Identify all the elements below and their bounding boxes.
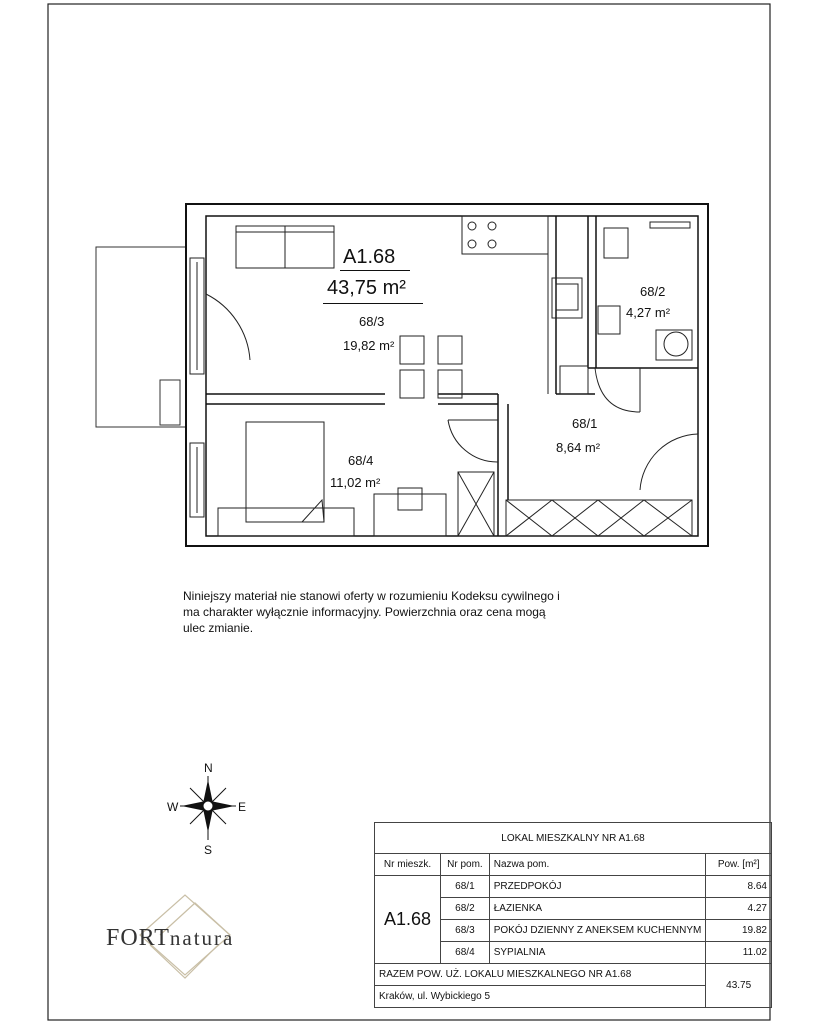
legend-total-area: 43.75 [706, 964, 772, 1008]
room-68-1-number: 68/1 [572, 416, 598, 431]
room-68-4-number: 68/4 [348, 453, 374, 468]
legend-row-name: PRZEDPOKÓJ [489, 876, 706, 898]
brand-main: FORT [106, 925, 170, 951]
compass-east-label: E [238, 800, 247, 814]
legend-address: Kraków, ul. Wybickiego 5 [375, 986, 706, 1008]
dining-table [400, 336, 462, 398]
legend-row-no: 68/3 [441, 920, 490, 942]
room-68-4-area: 11,02 m² [330, 475, 381, 490]
legend-header-area: Pow. [m²] [706, 854, 772, 876]
legend-row-area: 19.82 [706, 920, 772, 942]
legend-row-name: POKÓJ DZIENNY Z ANEKSEM KUCHENNYM [489, 920, 706, 942]
brand-logo [106, 925, 234, 952]
room-68-3-area: 19,82 m² [343, 338, 395, 353]
balcony [96, 247, 186, 427]
legend-total-label: RAZEM POW. UŻ. LOKALU MIESZKALNEGO NR A1.68 [375, 964, 706, 986]
legend-title: LOKAL MIESZKALNY NR A1.68 [375, 823, 772, 854]
unit-id-label: A1.68 [343, 246, 396, 268]
legend-unit-id: A1.68 [375, 876, 441, 964]
wardrobe [458, 472, 692, 536]
legend-row-area: 8.64 [706, 876, 772, 898]
legend-header-unit: Nr mieszk. [375, 854, 441, 876]
legend-row-no: 68/1 [441, 876, 490, 898]
unit-area-label: 43,75 m² [327, 277, 406, 299]
legend-row-no: 68/4 [441, 942, 490, 964]
sofa [236, 226, 334, 268]
legend-row-name: ŁAZIENKA [489, 898, 706, 920]
walls [186, 204, 708, 546]
compass-west-label: W [167, 800, 179, 814]
room-legend-table [374, 822, 772, 1008]
compass-rose [180, 776, 236, 840]
compass-south-label: S [204, 843, 213, 857]
compass-north-label: N [204, 761, 213, 775]
disclaimer-text: Niniejszy materiał nie stanowi oferty w rozumieniu Kodeksu cywilnego i ma charakter wyłącznie informacyjny. Powierzchnia oraz cena mogą ulec zmianie. [183, 589, 560, 635]
kitchen-counter [462, 216, 588, 394]
legend-row-area: 4.27 [706, 898, 772, 920]
doors [206, 294, 698, 490]
brand-sub: natura [169, 926, 235, 950]
windows [190, 258, 204, 517]
room-68-2-number: 68/2 [640, 284, 666, 299]
legend-row-no: 68/2 [441, 898, 490, 920]
legend-header-room-name: Nazwa pom. [489, 854, 706, 876]
legend-header-room-no: Nr pom. [441, 854, 490, 876]
room-68-2-area: 4,27 m² [626, 305, 671, 320]
legend-row-area: 11.02 [706, 942, 772, 964]
room-68-3-number: 68/3 [359, 314, 385, 329]
room-68-1-area: 8,64 m² [556, 440, 601, 455]
legend-row-name: SYPIALNIA [489, 942, 706, 964]
